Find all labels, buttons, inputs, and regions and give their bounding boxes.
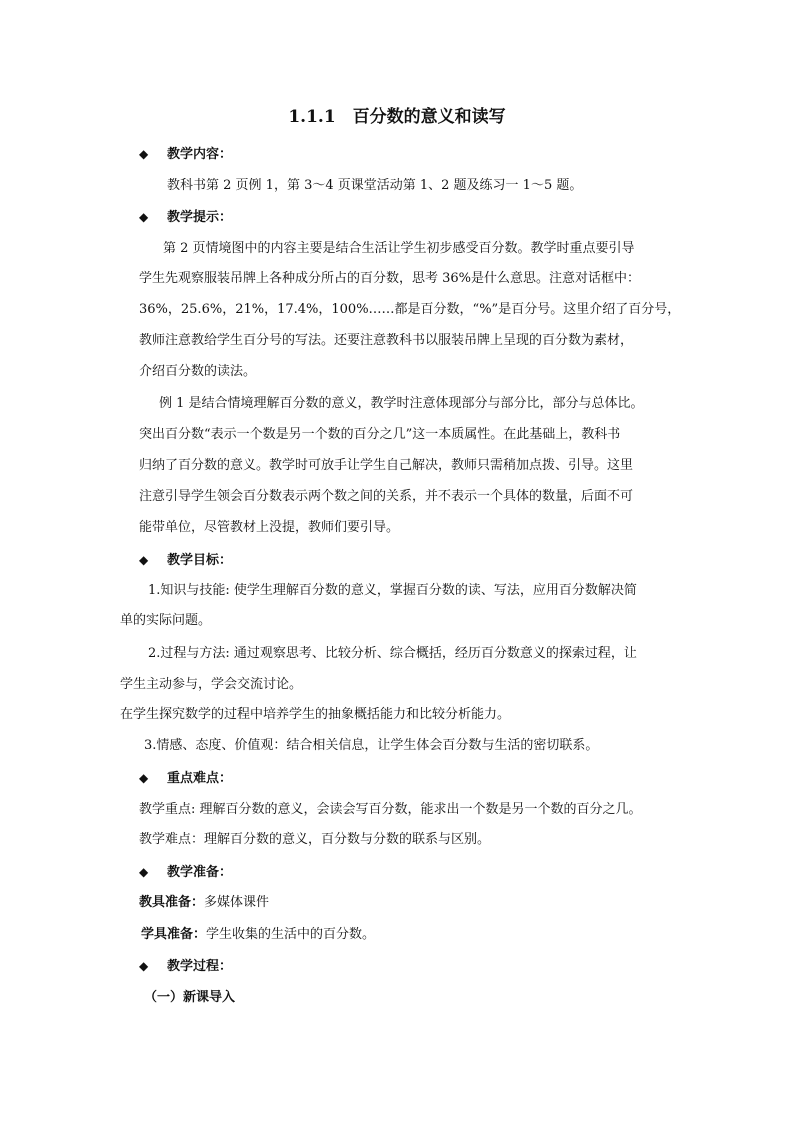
hints-line: 教师注意教给学生百分号的写法。还要注意教科书以服装吊牌上呈现的百分数为素材， bbox=[139, 333, 634, 348]
section-heading-process: ◆ 教学过程： bbox=[139, 959, 233, 974]
page-title: 1.1.1 百分数的意义和读写 bbox=[288, 107, 506, 127]
hints-line: 例 1 是结合情境理解百分数的意义，教学时注意体现部分与部分比，部分与总体比。 bbox=[159, 396, 644, 411]
prep-student: 学具准备：学生收集的生活中的百分数。 bbox=[141, 927, 376, 942]
hints-line: 36%，25.6%，21%，17.4%，100%……都是百分数，“%”是百分号。这里介绍了百分号， bbox=[139, 302, 681, 317]
diamond-bullet-icon: ◆ bbox=[139, 147, 149, 161]
hints-line: 介绍百分数的读法。 bbox=[139, 364, 257, 379]
goal-line: 2.过程与方法: 通过观察思考、比较分析、综合概括，经历百分数意义的探索过程，让 bbox=[148, 646, 637, 661]
section-heading-prep: ◆ 教学准备： bbox=[139, 865, 233, 880]
hints-line: 注意引导学生领会百分数表示两个数之间的关系，并不表示一个具体的数量，后面不可 bbox=[139, 489, 634, 504]
goal-line: 3.情感、态度、价值观：结合相关信息，让学生体会百分数与生活的密切联系。 bbox=[144, 738, 599, 753]
goal-line: 学生主动参与，学会交流讨论。 bbox=[120, 677, 303, 692]
hints-line: 第 2 页情境图中的内容主要是结合生活让学生初步感受百分数。教学时重点要引导 bbox=[163, 241, 635, 256]
prep-teacher: 教具准备：多媒体课件 bbox=[139, 895, 270, 910]
diamond-bullet-icon: ◆ bbox=[139, 210, 149, 224]
hints-line: 归纳了百分数的意义。教学时可放手让学生自己解决，教师只需稍加点拨、引导。这里 bbox=[139, 458, 634, 473]
hints-line: 能带单位，尽管教材上没提，教师们要引导。 bbox=[139, 520, 400, 535]
section-heading-content: ◆ 教学内容： bbox=[139, 147, 233, 162]
goal-line: 在学生探究数学的过程中培养学生的抽象概括能力和比较分析能力。 bbox=[120, 707, 511, 722]
section-heading-keypoints: ◆ 重点难点： bbox=[139, 771, 233, 786]
goal-line: 单的实际问题。 bbox=[120, 613, 212, 628]
diamond-bullet-icon: ◆ bbox=[139, 771, 149, 785]
section-heading-goals: ◆ 教学目标： bbox=[139, 553, 233, 568]
keypoint-important: 教学重点: 理解百分数的意义，会读会写百分数，能求出一个数是另一个数的百分之几。 bbox=[139, 802, 642, 817]
keypoint-difficult: 教学难点：理解百分数的意义，百分数与分数的联系与区别。 bbox=[139, 832, 491, 847]
section-heading-hints: ◆ 教学提示： bbox=[139, 210, 233, 225]
process-subheading: （一）新课导入 bbox=[144, 990, 236, 1005]
content-text: 教科书第 2 页例 1，第 3～4 页课堂活动第 1、2 题及练习一 1～5 题。 bbox=[167, 178, 583, 193]
hints-line: 学生先观察服装吊牌上各种成分所占的百分数，思考 36%是什么意思。注意对话框中： bbox=[139, 271, 641, 286]
diamond-bullet-icon: ◆ bbox=[139, 959, 149, 973]
diamond-bullet-icon: ◆ bbox=[139, 553, 149, 567]
goal-line: 1.知识与技能: 使学生理解百分数的意义，掌握百分数的读、写法，应用百分数解决简 bbox=[148, 583, 637, 598]
hints-line: 突出百分数“表示一个数是另一个数的百分之几”这一本质属性。在此基础上，教科书 bbox=[139, 427, 621, 442]
diamond-bullet-icon: ◆ bbox=[139, 865, 149, 879]
